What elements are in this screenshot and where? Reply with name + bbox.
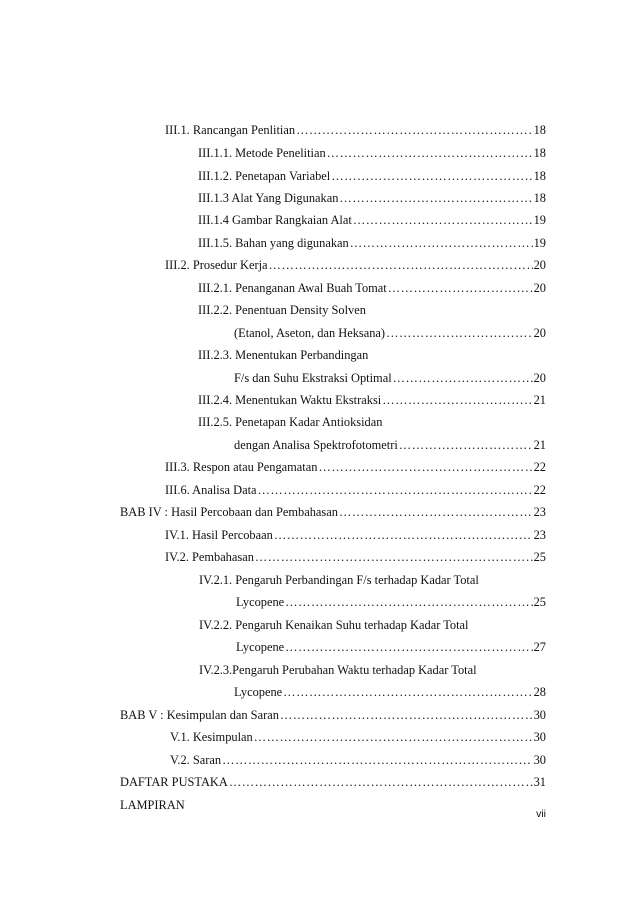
toc-entry: dengan Analisa Spektrofotometri ………………………………………………………………………………………………………………………………………………………………………… 21 xyxy=(234,437,546,453)
toc-entry-chapter: BAB IV : Hasil Percobaan dan Pembahasan ………………………………………………………………………………………………………………………………………………………………………… 23 xyxy=(120,504,546,520)
toc-entry: Lycopene ………………………………………………………………………………………………………………………………………………………………………… 28 xyxy=(234,684,546,700)
toc-entry: V.2. Saran ………………………………………………………………………………………………………………………………………………………………………… 30 xyxy=(170,752,546,768)
toc-entry: IV.1. Hasil Percobaan ………………………………………………………………………………………………………………………………………………………………………… 23 xyxy=(165,527,546,543)
toc-entry: III.1.2. Penetapan Variabel ………………………………………………………………………………………………………………………………………………………………………… 18 xyxy=(198,168,546,184)
toc-entry: III.1.1. Metode Penelitian ………………………………………………………………………………………………………………………………………………………………………… 18 xyxy=(198,145,546,161)
toc-entry: III.3. Respon atau Pengamatan ………………………………………………………………………………………………………………………………………………………………………… 22 xyxy=(165,459,546,475)
toc-entry: III.1.5. Bahan yang digunakan ………………………………………………………………………………………………………………………………………………………………………… 19 xyxy=(198,235,546,251)
toc-entry-chapter: BAB V : Kesimpulan dan Saran ………………………………………………………………………………………………………………………………………………………………………… 30 xyxy=(120,707,546,723)
toc-entry: V.1. Kesimpulan ………………………………………………………………………………………………………………………………………………………………………… 30 xyxy=(170,729,546,745)
toc-entry: III.2.4. Menentukan Waktu Ekstraksi ………………………………………………………………………………………………………………………………………………………………………… 21 xyxy=(198,392,546,408)
toc-entry-heading: IV.2.1. Pengaruh Perbandingan F/s terhadap Kadar Total xyxy=(199,573,479,587)
toc-entry: (Etanol, Aseton, dan Heksana) ………………………………………………………………………………………………………………………………………………………………………… 20 xyxy=(234,325,546,341)
toc-entry-heading: IV.2.3.Pengaruh Perubahan Waktu terhadap Kadar Total xyxy=(199,663,477,677)
toc-entry-heading: IV.2.2. Pengaruh Kenaikan Suhu terhadap Kadar Total xyxy=(199,618,469,632)
toc-entry: III.1.4 Gambar Rangkaian Alat ………………………………………………………………………………………………………………………………………………………………………… 19 xyxy=(198,212,546,228)
toc-entry-heading: III.2.3. Menentukan Perbandingan xyxy=(198,348,369,362)
toc-entry: III.1. Rancangan Penlitian ………………………………………………………………………………………………………………………………………………………………………… 18 xyxy=(165,122,546,138)
toc-entry: III.2.1. Penanganan Awal Buah Tomat ………………………………………………………………………………………………………………………………………………………………………… 20 xyxy=(198,280,546,296)
toc-entry: IV.2. Pembahasan ………………………………………………………………………………………………………………………………………………………………………… 25 xyxy=(165,549,546,565)
toc-entry-heading: III.2.2. Penentuan Density Solven xyxy=(198,303,366,317)
toc-entry: III.6. Analisa Data ………………………………………………………………………………………………………………………………………………………………………… 22 xyxy=(165,482,546,498)
toc-entry: Lycopene ………………………………………………………………………………………………………………………………………………………………………… 25 xyxy=(236,594,546,610)
toc-entry-heading: III.2.5. Penetapan Kadar Antioksidan xyxy=(198,415,383,429)
toc-entry-chapter: LAMPIRAN xyxy=(120,798,185,812)
page-number: vii xyxy=(536,808,546,820)
toc-entry: Lycopene ………………………………………………………………………………………………………………………………………………………………………… 27 xyxy=(236,639,546,655)
toc-entry-chapter: DAFTAR PUSTAKA ………………………………………………………………………………………………………………………………………………………………………… 31 xyxy=(120,774,546,790)
toc-entry: III.2. Prosedur Kerja ………………………………………………………………………………………………………………………………………………………………………… 20 xyxy=(165,257,546,273)
toc-entry: F/s dan Suhu Ekstraksi Optimal ………………………………………………………………………………………………………………………………………………………………………… 20 xyxy=(234,370,546,386)
toc-entry: III.1.3 Alat Yang Digunakan ………………………………………………………………………………………………………………………………………………………………………… 18 xyxy=(198,190,546,206)
